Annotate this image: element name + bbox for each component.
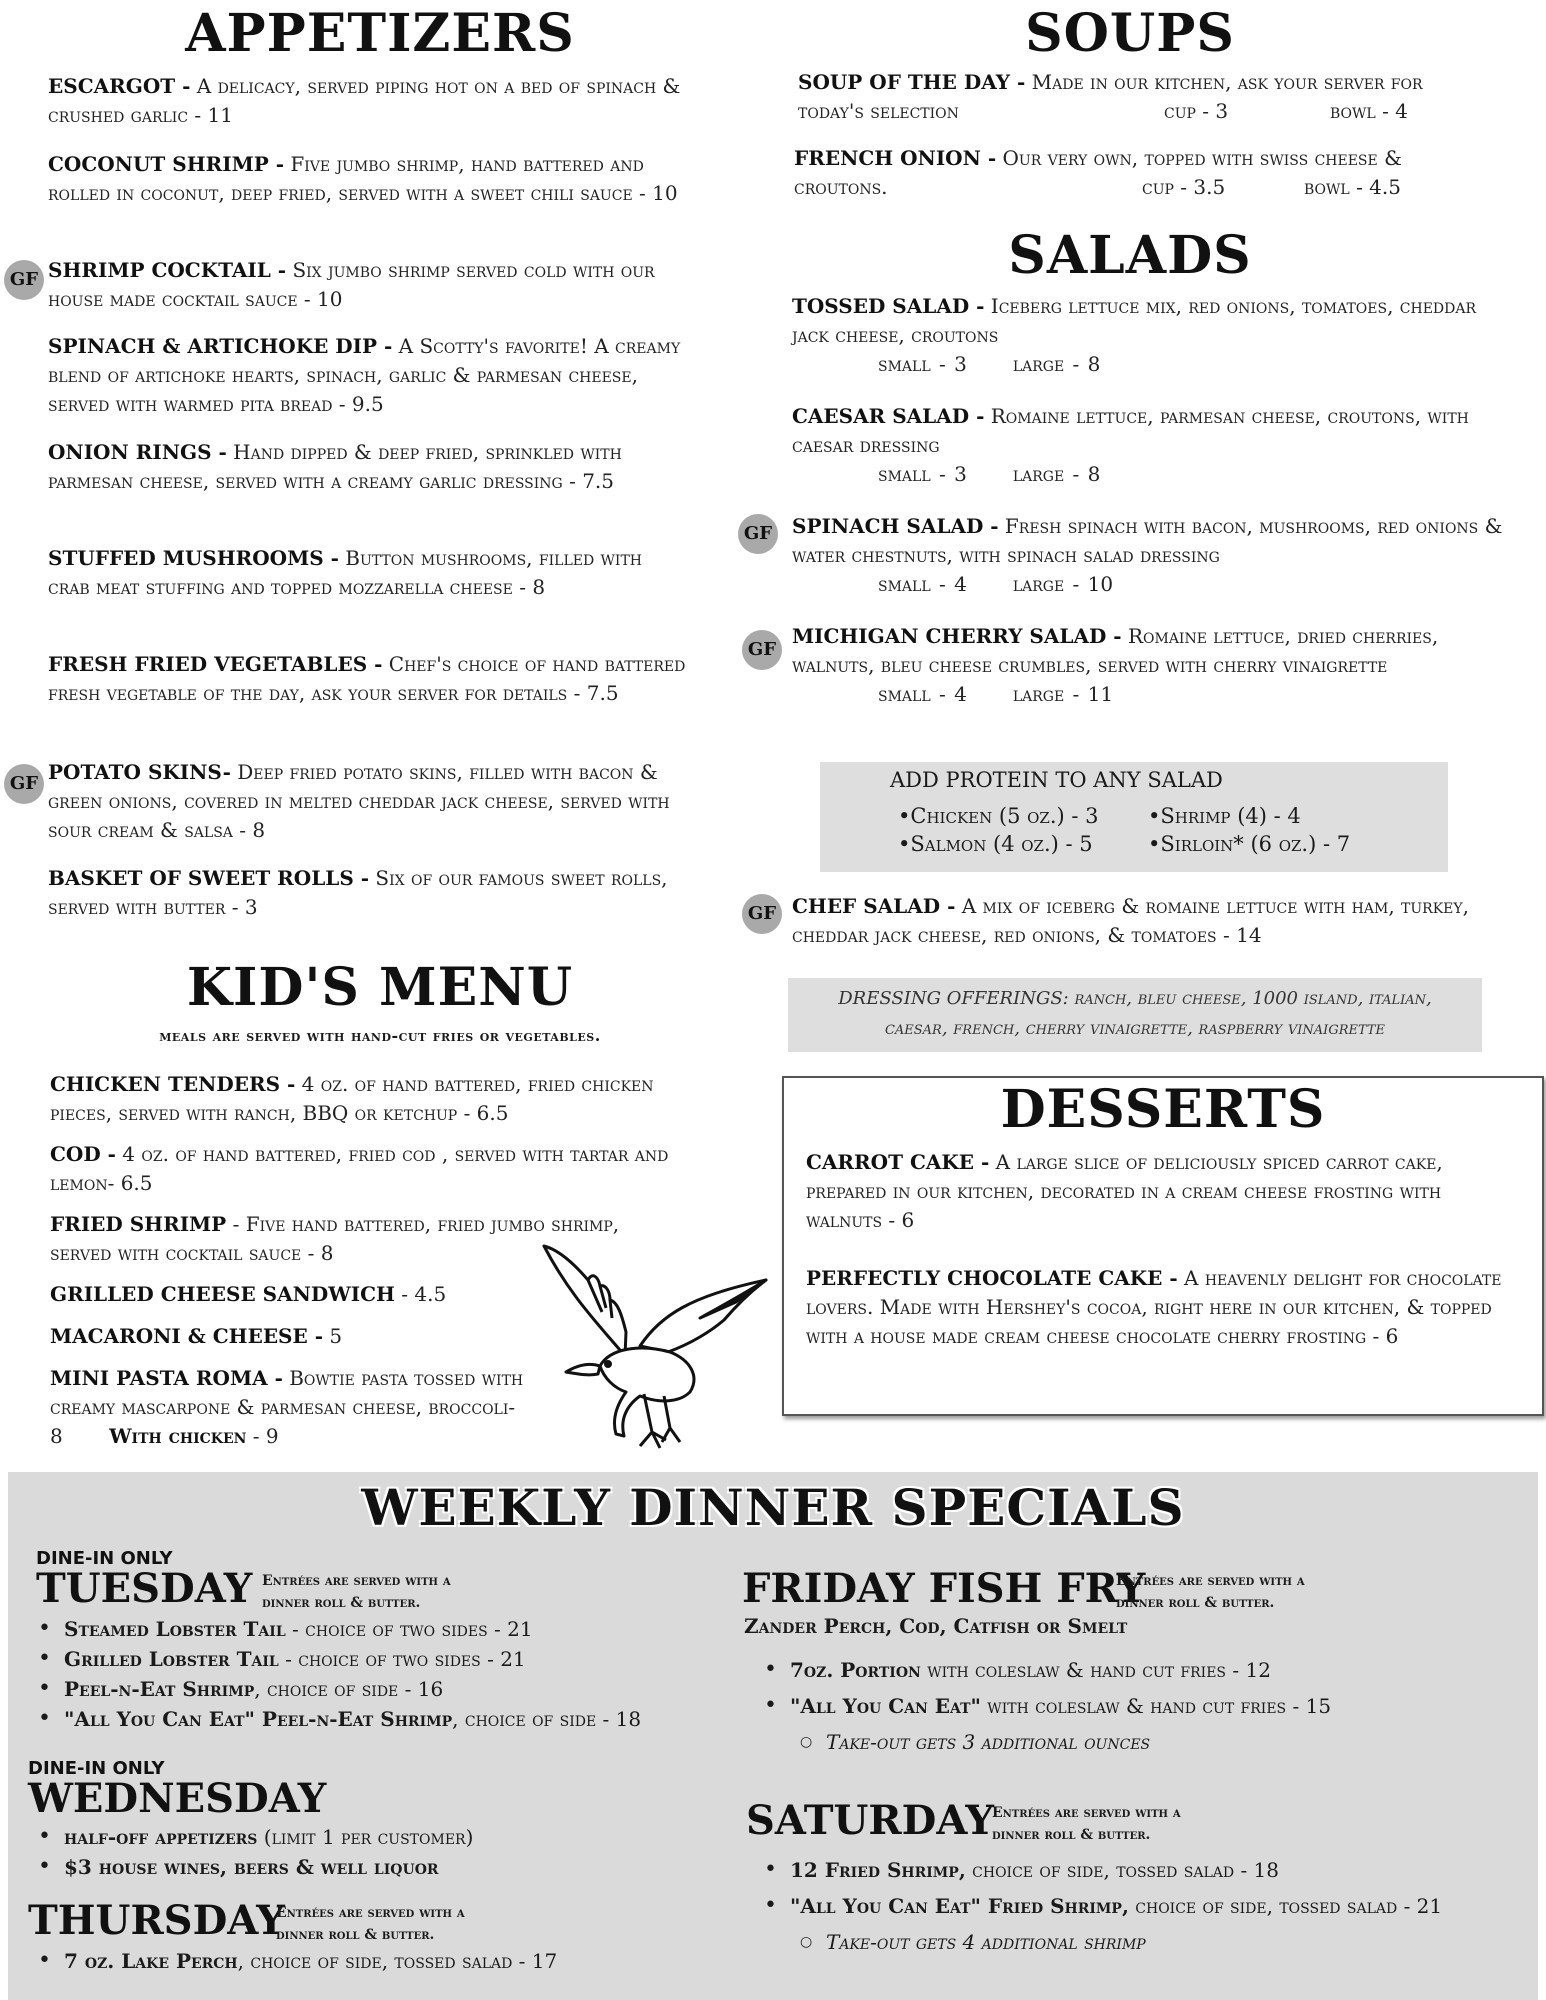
price-bowl: bowl - 4.5 [1304,175,1401,199]
item-desc: 5 [323,1324,343,1348]
item-name: CHEF SALAD - [792,894,956,918]
price-small: small - 3 [878,352,967,376]
wednesday-specials-list [28,1822,748,1882]
item-name: MICHIGAN CHERRY SALAD - [792,624,1122,648]
item-desc: Hand dipped & deep fried, sprinkled with parmesan cheese, served with a creamy garlic dressing - 7.5 [48,440,622,493]
item-name: FRESH FRIED VEGETABLES - [48,652,383,676]
special-sub-item: ○ Take-out gets 3 additional ounces [754,1724,1514,1760]
item-name: ESCARGOT - [48,74,191,98]
dressing-line-1: ranch, bleu cheese, 1000 island, italian, [1068,988,1432,1009]
menu-item-stuffed-mushrooms [48,544,688,602]
menu-item-coconut-shrimp [48,150,688,208]
entree-note: Entrées are served with a dinner roll & butter. [1116,1573,1305,1611]
kids-menu-subtitle: meals are served with hand-cut fries or vegetables. [159,1026,601,1045]
kids-item-cod [50,1140,670,1198]
item-desc: Five jumbo shrimp, hand battered and rolled in coconut, deep fried, served with a sweet chili sauce - 10 [48,152,678,205]
menu-item-potato-skins [48,758,688,845]
item-desc: A Scotty's favorite! A creamy blend of artichoke hearts, spinach, garlic & parmesan cheese, served with warmed pita bread - 9.5 [48,334,681,416]
protein-options [898,804,1388,856]
entree-note: Entrées are served with a dinner roll & butter. [262,1573,451,1611]
salads-title: SALADS [1008,225,1252,286]
kids-item-mini-pasta-roma [50,1364,530,1451]
special-item: • Steamed Lobster Tail - choice of two sides - 21 [28,1614,748,1644]
menu-item-fresh-fried-vegetables [48,650,688,708]
item-name: CARROT CAKE - [806,1150,990,1174]
dessert-item-chocolate-cake [806,1264,1516,1351]
day-heading-tuesday: TUESDAY [36,1565,253,1612]
item-name: COD - [50,1142,116,1166]
salad-item-michigan-cherry [792,622,1512,709]
special-sub-item: ○ Take-out gets 4 additional shrimp [754,1924,1534,1960]
item-name: SPINACH SALAD - [792,514,999,538]
item-name: FRENCH ONION - [794,146,997,170]
item-desc: - 4.5 [394,1282,447,1306]
dressing-line-2: caesar, french, cherry vinaigrette, raspberry vinaigrette [884,1018,1386,1039]
item-desc: Romaine lettuce, parmesan cheese, croutons, with caesar dressing [792,404,1469,457]
menu-item-onion-rings [48,438,688,496]
day-heading-thursday: THURSDAY [28,1897,285,1944]
item-desc: Made in our kitchen, ask your server for today's selection [798,70,1423,123]
price-large: large - 11 [1012,682,1114,706]
item-name: CHICKEN TENDERS - [50,1072,296,1096]
weekly-specials-title: WEEKLY DINNER SPECIALS [361,1478,1185,1537]
item-desc: Iceberg lettuce mix, red onions, tomatoes, cheddar jack cheese, croutons [792,294,1477,347]
appetizers-title: APPETIZERS [185,3,575,64]
friday-fish-options: Zander Perch, Cod, Catfish or Smelt [744,1614,1128,1638]
item-desc: A heavenly delight for chocolate lovers. Made with Hershey's cocoa, right here in our kitchen, & topped with a house made cream cheese chocolate cherry frosting - 6 [806,1266,1502,1348]
item-desc: Bowtie pasta tossed with creamy mascarpone & parmesan cheese, broccoli- 8 [50,1366,524,1448]
weekly-specials-panel [8,1472,1538,2000]
item-name: MINI PASTA ROMA - [50,1366,283,1390]
special-item: • Grilled Lobster Tail - choice of two sides - 21 [28,1644,748,1674]
item-desc: - Five hand battered, fried jumbo shrimp, served with cocktail sauce - 8 [50,1212,620,1265]
price-cup: cup - 3 [1164,99,1229,123]
item-name: CAESAR SALAD - [792,404,985,428]
dine-in-only-label: DINE-IN ONLY [36,1548,173,1569]
dessert-item-carrot-cake [806,1148,1516,1235]
price-small: small - 4 [878,682,967,706]
add-protein-title: ADD PROTEIN TO ANY SALAD [890,768,1223,792]
item-name: PERFECTLY CHOCOLATE CAKE - [806,1266,1178,1290]
protein-option: • Chicken (5 oz.) - 3 [898,804,1148,828]
protein-option: • Sirloin* (6 oz.) - 7 [1148,832,1388,856]
price-cup: cup - 3.5 [1142,175,1226,199]
item-desc: 4 oz. of hand battered, fried cod , served with tartar and lemon- 6.5 [50,1142,669,1195]
soups-title: SOUPS [1025,3,1235,64]
special-item: • "All You Can Eat" Peel-n-Eat Shrimp, choice of side - 18 [28,1704,748,1734]
item-desc: A delicacy, served piping hot on a bed of spinach & crushed garlic - 11 [48,74,681,127]
item-name: ONION RINGS - [48,440,227,464]
item-name: SHRIMP COCKTAIL - [48,258,287,282]
menu-item-spinach-artichoke-dip [48,332,688,419]
day-heading-friday: FRIDAY FISH FRY [742,1565,1146,1612]
price-large: large - 10 [1012,572,1114,596]
item-name: SOUP OF THE DAY - [798,70,1026,94]
item-name: FRIED SHRIMP [50,1212,227,1236]
gluten-free-badge: GF [4,764,44,804]
soup-item-french-onion [794,144,1474,202]
special-item: • 7oz. Portion with coleslaw & hand cut fries - 12 [754,1652,1514,1688]
item-name: STUFFED MUSHROOMS - [48,546,339,570]
item-desc: Fresh spinach with bacon, mushrooms, red onions & water chestnuts, with spinach salad dressing [792,514,1503,567]
protein-option: • Salmon (4 oz.) - 5 [898,832,1148,856]
price-small: small - 3 [878,462,967,486]
item-desc: 4 oz. of hand battered, fried chicken pieces, served with ranch, BBQ or ketchup - 6.5 [50,1072,654,1125]
item-desc: Deep fried potato skins, filled with bacon & green onions, covered in melted cheddar jack cheese, served with sour cream & salsa - 8 [48,760,670,842]
entree-note: Entrées are served with a dinner roll & butter. [992,1805,1181,1843]
tuesday-specials-list [28,1614,748,1734]
soup-item-soup-of-the-day [798,68,1478,126]
item-desc: Six jumbo shrimp served cold with our house made cocktail sauce - 10 [48,258,655,311]
salad-item-caesar [792,402,1512,489]
item-name: POTATO SKINS- [48,760,231,784]
dressing-offerings-box [788,978,1482,1052]
desserts-box [782,1076,1544,1416]
protein-option: • Shrimp (4) - 4 [1148,804,1388,828]
menu-item-sweet-rolls [48,864,688,922]
special-item: • Peel-n-Eat Shrimp, choice of side - 16 [28,1674,748,1704]
item-desc: Six of our famous sweet rolls, served with butter - 3 [48,866,668,919]
item-desc: Our very own, topped with swiss cheese & croutons. [794,146,1402,199]
add-protein-box [820,762,1448,872]
gluten-free-badge: GF [4,260,44,300]
saturday-specials-list [754,1852,1534,1960]
salad-item-chef [792,892,1512,950]
salad-item-tossed [792,292,1512,379]
item-extra-price: - 9 [246,1424,279,1448]
friday-specials-list [754,1652,1514,1760]
item-desc: A mix of iceberg & romaine lettuce with ham, turkey, cheddar jack cheese, red onions, & tomatoes - 14 [792,894,1469,947]
price-large: large - 8 [1012,462,1101,486]
salad-item-spinach [792,512,1512,599]
day-heading-wednesday: WEDNESDAY [28,1775,327,1822]
special-item: • half-off appetizers (limit 1 per customer) [28,1822,748,1852]
price-large: large - 8 [1012,352,1101,376]
special-item: • $3 house wines, beers & well liquor [28,1852,748,1882]
entree-note: Entrées are served with a dinner roll & butter. [276,1905,465,1943]
item-name: MACARONI & CHEESE - [50,1324,324,1348]
item-name: BASKET OF SWEET ROLLS - [48,866,370,890]
item-desc: A large slice of deliciously spiced carrot cake, prepared in our kitchen, decorated in a cream cheese frosting with walnuts - 6 [806,1150,1443,1232]
special-item: • 7 oz. Lake Perch, choice of side, tossed salad - 17 [28,1946,748,1976]
day-heading-saturday: SATURDAY [746,1797,994,1844]
kids-item-chicken-tenders [50,1070,700,1128]
gluten-free-badge: GF [742,630,782,670]
special-item: • 12 Fried Shrimp, choice of side, tossed salad - 18 [754,1852,1534,1888]
dine-in-only-label: DINE-IN ONLY [28,1758,165,1779]
item-desc: Chef's choice of hand battered fresh vegetable of the day, ask your server for details - 7.5 [48,652,686,705]
item-name: SPINACH & ARTICHOKE DIP - [48,334,393,358]
gluten-free-badge: GF [742,894,782,934]
menu-item-shrimp-cocktail [48,256,688,314]
thursday-specials-list [28,1946,748,1976]
desserts-title: DESSERTS [1000,1079,1326,1140]
seagull-icon [540,1236,770,1466]
special-item: • "All You Can Eat" with coleslaw & hand cut fries - 15 [754,1688,1514,1724]
item-desc: Button mushrooms, filled with crab meat stuffing and topped mozzarella cheese - 8 [48,546,643,599]
item-name: TOSSED SALAD - [792,294,985,318]
gluten-free-badge: GF [738,514,778,554]
special-item: • "All You Can Eat" Fried Shrimp, choice of side, tossed salad - 21 [754,1888,1534,1924]
kids-menu-title: KID'S MENU [186,957,574,1018]
price-small: small - 4 [878,572,967,596]
item-name: GRILLED CHEESE SANDWICH [50,1282,395,1306]
item-name: COCONUT SHRIMP - [48,152,285,176]
price-bowl: bowl - 4 [1330,99,1408,123]
menu-item-escargot [48,72,688,130]
item-desc: Romaine lettuce, dried cherries, walnuts, bleu cheese crumbles, served with cherry vinaigrette [792,624,1439,677]
dressing-label: DRESSING OFFERINGS: [838,988,1069,1009]
item-extra-label: With chicken [109,1424,247,1448]
